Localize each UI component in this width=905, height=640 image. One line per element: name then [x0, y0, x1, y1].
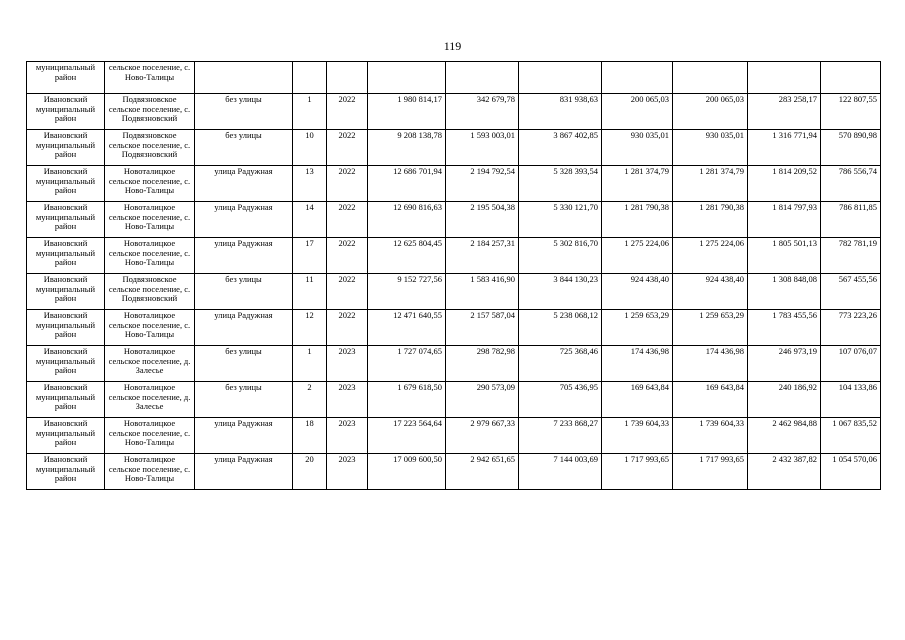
total-cost-cell: 9 152 727,56: [368, 274, 446, 310]
amount-cell: 1 783 455,56: [748, 310, 821, 346]
amount-cell: 570 890,98: [821, 130, 881, 166]
total-cost-cell: 12 686 701,94: [368, 166, 446, 202]
table-row: [27, 166, 881, 202]
settlement-cell: сельское поселение, с. Ново-Талицы: [105, 62, 195, 94]
house-number-cell: 18: [293, 418, 327, 454]
table-row: [27, 454, 881, 490]
amount-cell: 3 867 402,85: [519, 130, 602, 166]
table-row: [27, 346, 881, 382]
amount-cell: 5 302 816,70: [519, 238, 602, 274]
table-row: [27, 202, 881, 238]
empty-cell: [293, 62, 327, 94]
amount-cell: 1 259 653,29: [673, 310, 748, 346]
amount-cell: 2 184 257,31: [446, 238, 519, 274]
amount-cell: 924 438,40: [673, 274, 748, 310]
empty-cell: [446, 62, 519, 94]
district-cell: Ивановский муниципальный район: [27, 382, 105, 418]
district-cell: Ивановский муниципальный район: [27, 310, 105, 346]
amount-cell: 567 455,56: [821, 274, 881, 310]
settlement-cell: Новоталицкое сельское поселение, с. Ново-Талицы: [105, 238, 195, 274]
street-cell: улица Радужная: [195, 238, 293, 274]
street-cell: улица Радужная: [195, 202, 293, 238]
table-row: [27, 382, 881, 418]
amount-cell: 5 330 121,70: [519, 202, 602, 238]
district-cell: Ивановский муниципальный район: [27, 454, 105, 490]
total-cost-cell: 1 980 814,17: [368, 94, 446, 130]
amount-cell: 1 281 790,38: [602, 202, 673, 238]
amount-cell: 831 938,63: [519, 94, 602, 130]
total-cost-cell: 12 625 804,45: [368, 238, 446, 274]
amount-cell: 2 942 651,65: [446, 454, 519, 490]
table-row: [27, 418, 881, 454]
housing-table: [26, 61, 881, 490]
empty-cell: [519, 62, 602, 94]
house-number-cell: 2: [293, 382, 327, 418]
street-cell: без улицы: [195, 274, 293, 310]
total-cost-cell: 1 679 618,50: [368, 382, 446, 418]
house-number-cell: 10: [293, 130, 327, 166]
house-number-cell: 17: [293, 238, 327, 274]
year-cell: 2022: [327, 310, 368, 346]
house-number-cell: 1: [293, 346, 327, 382]
amount-cell: 122 807,55: [821, 94, 881, 130]
amount-cell: 1 593 003,01: [446, 130, 519, 166]
amount-cell: 298 782,98: [446, 346, 519, 382]
street-cell: улица Радужная: [195, 418, 293, 454]
amount-cell: 1 281 790,38: [673, 202, 748, 238]
page-number: 119: [443, 39, 462, 53]
amount-cell: 1 316 771,94: [748, 130, 821, 166]
amount-cell: 1 259 653,29: [602, 310, 673, 346]
settlement-cell: Новоталицкое сельское поселение, с. Ново-Талицы: [105, 202, 195, 238]
empty-cell: [602, 62, 673, 94]
district-cell: Ивановский муниципальный район: [27, 238, 105, 274]
street-cell: без улицы: [195, 346, 293, 382]
amount-cell: 1 308 848,08: [748, 274, 821, 310]
amount-cell: 200 065,03: [673, 94, 748, 130]
amount-cell: 174 436,98: [673, 346, 748, 382]
settlement-cell: Подвязновское сельское поселение, с. Подвязновский: [105, 94, 195, 130]
district-cell: Ивановский муниципальный район: [27, 94, 105, 130]
amount-cell: 1 583 416,90: [446, 274, 519, 310]
amount-cell: 5 238 068,12: [519, 310, 602, 346]
amount-cell: 2 462 984,88: [748, 418, 821, 454]
district-cell: Ивановский муниципальный район: [27, 166, 105, 202]
amount-cell: 1 814 797,93: [748, 202, 821, 238]
settlement-cell: Подвязновское сельское поселение, с. Подвязновский: [105, 130, 195, 166]
empty-cell: [195, 62, 293, 94]
house-number-cell: 12: [293, 310, 327, 346]
amount-cell: 283 258,17: [748, 94, 821, 130]
amount-cell: 107 076,07: [821, 346, 881, 382]
house-number-cell: 1: [293, 94, 327, 130]
district-cell: Ивановский муниципальный район: [27, 418, 105, 454]
amount-cell: 725 368,46: [519, 346, 602, 382]
amount-cell: 342 679,78: [446, 94, 519, 130]
street-cell: без улицы: [195, 130, 293, 166]
amount-cell: 169 643,84: [602, 382, 673, 418]
settlement-cell: Новоталицкое сельское поселение, с. Ново-Талицы: [105, 454, 195, 490]
amount-cell: 930 035,01: [602, 130, 673, 166]
amount-cell: 2 195 504,38: [446, 202, 519, 238]
house-number-cell: 14: [293, 202, 327, 238]
table-row: [27, 310, 881, 346]
amount-cell: 200 065,03: [602, 94, 673, 130]
amount-cell: 1 275 224,06: [673, 238, 748, 274]
total-cost-cell: 17 223 564,64: [368, 418, 446, 454]
table-row: [27, 238, 881, 274]
year-cell: 2022: [327, 202, 368, 238]
total-cost-cell: 17 009 600,50: [368, 454, 446, 490]
empty-cell: [368, 62, 446, 94]
empty-cell: [327, 62, 368, 94]
year-cell: 2022: [327, 166, 368, 202]
house-number-cell: 13: [293, 166, 327, 202]
year-cell: 2022: [327, 94, 368, 130]
amount-cell: 1 739 604,33: [673, 418, 748, 454]
amount-cell: 1 717 993,65: [673, 454, 748, 490]
amount-cell: 2 194 792,54: [446, 166, 519, 202]
amount-cell: 924 438,40: [602, 274, 673, 310]
amount-cell: 930 035,01: [673, 130, 748, 166]
table-row-continued: [27, 62, 881, 94]
amount-cell: 1 805 501,13: [748, 238, 821, 274]
amount-cell: 1 067 835,52: [821, 418, 881, 454]
street-cell: улица Радужная: [195, 166, 293, 202]
amount-cell: 2 979 667,33: [446, 418, 519, 454]
year-cell: 2023: [327, 346, 368, 382]
house-number-cell: 20: [293, 454, 327, 490]
year-cell: 2022: [327, 274, 368, 310]
amount-cell: 1 275 224,06: [602, 238, 673, 274]
settlement-cell: Новоталицкое сельское поселение, д. Залесье: [105, 382, 195, 418]
amount-cell: 174 436,98: [602, 346, 673, 382]
district-cell: Ивановский муниципальный район: [27, 274, 105, 310]
amount-cell: 246 973,19: [748, 346, 821, 382]
settlement-cell: Новоталицкое сельское поселение, с. Ново-Талицы: [105, 310, 195, 346]
street-cell: улица Радужная: [195, 454, 293, 490]
empty-cell: [748, 62, 821, 94]
amount-cell: 7 233 868,27: [519, 418, 602, 454]
district-cell: Ивановский муниципальный район: [27, 202, 105, 238]
district-cell: муниципальный район: [27, 62, 105, 94]
settlement-cell: Новоталицкое сельское поселение, с. Ново-Талицы: [105, 418, 195, 454]
amount-cell: 782 781,19: [821, 238, 881, 274]
amount-cell: 2 157 587,04: [446, 310, 519, 346]
amount-cell: 786 556,74: [821, 166, 881, 202]
settlement-cell: Новоталицкое сельское поселение, с. Ново-Талицы: [105, 166, 195, 202]
total-cost-cell: 9 208 138,78: [368, 130, 446, 166]
amount-cell: 2 432 387,82: [748, 454, 821, 490]
amount-cell: 1 814 209,52: [748, 166, 821, 202]
house-number-cell: 11: [293, 274, 327, 310]
empty-cell: [673, 62, 748, 94]
year-cell: 2023: [327, 382, 368, 418]
empty-cell: [821, 62, 881, 94]
settlement-cell: Новоталицкое сельское поселение, д. Залесье: [105, 346, 195, 382]
total-cost-cell: 12 690 816,63: [368, 202, 446, 238]
amount-cell: 705 436,95: [519, 382, 602, 418]
amount-cell: 1 281 374,79: [602, 166, 673, 202]
year-cell: 2023: [327, 454, 368, 490]
district-cell: Ивановский муниципальный район: [27, 346, 105, 382]
street-cell: улица Радужная: [195, 310, 293, 346]
street-cell: без улицы: [195, 382, 293, 418]
amount-cell: 290 573,09: [446, 382, 519, 418]
total-cost-cell: 1 727 074,65: [368, 346, 446, 382]
amount-cell: 1 054 570,06: [821, 454, 881, 490]
year-cell: 2023: [327, 418, 368, 454]
amount-cell: 786 811,85: [821, 202, 881, 238]
total-cost-cell: 12 471 640,55: [368, 310, 446, 346]
amount-cell: 1 281 374,79: [673, 166, 748, 202]
amount-cell: 104 133,86: [821, 382, 881, 418]
amount-cell: 169 643,84: [673, 382, 748, 418]
amount-cell: 1 739 604,33: [602, 418, 673, 454]
year-cell: 2022: [327, 130, 368, 166]
amount-cell: 240 186,92: [748, 382, 821, 418]
amount-cell: 3 844 130,23: [519, 274, 602, 310]
table-row: [27, 94, 881, 130]
year-cell: 2022: [327, 238, 368, 274]
amount-cell: 7 144 003,69: [519, 454, 602, 490]
table-row: [27, 274, 881, 310]
amount-cell: 5 328 393,54: [519, 166, 602, 202]
district-cell: Ивановский муниципальный район: [27, 130, 105, 166]
amount-cell: 773 223,26: [821, 310, 881, 346]
table-row: [27, 130, 881, 166]
amount-cell: 1 717 993,65: [602, 454, 673, 490]
settlement-cell: Подвязновское сельское поселение, с. Подвязновский: [105, 274, 195, 310]
street-cell: без улицы: [195, 94, 293, 130]
